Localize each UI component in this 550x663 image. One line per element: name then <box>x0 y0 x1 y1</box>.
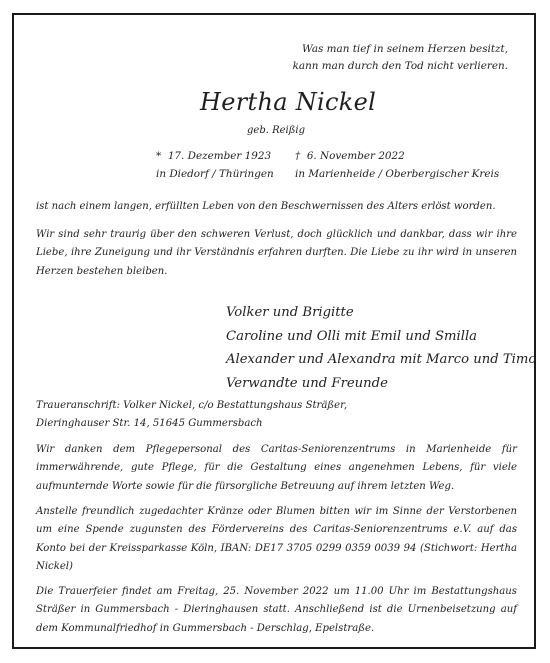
mourner-line: Volker und Brigitte <box>226 305 354 320</box>
death-info <box>295 147 499 183</box>
death-symbol: † <box>295 150 301 162</box>
mourner-line: Verwandte und Freunde <box>226 375 388 391</box>
motto-line-1: Was man tief in seinem Herzen besitzt, <box>302 43 508 55</box>
grief-text: Wir sind sehr traurig über den schweren Verlust, doch glücklich und dankbar, dass wir ihre Liebe, ihre Zuneigung und ihr Verständnis erfahren durften. Die Liebe zu ihr wird in unseren Herzen bestehen bleiben. <box>36 229 517 277</box>
obituary-notice <box>12 13 536 649</box>
birth-date: 17. Dezember 1923 <box>167 150 272 162</box>
birth-place: in Diedorf / Thüringen <box>156 168 274 180</box>
funeral-text: Die Trauerfeier findet am Freitag, 25. November 2022 um 11.00 Uhr im Bestattungshaus Sträßer in Gummersbach - Dieringhausen statt. Anschließend ist die Urnenbeisetzung auf dem Kommunalfriedhof in Gummersbach - Derschlag, Epelstraße. <box>36 586 517 634</box>
address-line-1: Traueranschrift: Volker Nickel, c/o Bestattungshaus Sträßer, <box>36 400 348 411</box>
death-place: in Marienheide / Oberbergischer Kreis <box>295 168 500 180</box>
motto-quote <box>293 41 508 75</box>
mourner-line: Alexander und Alexandra mit Marco und Timo <box>226 352 537 368</box>
mourners-list <box>226 301 536 395</box>
intro-text: ist nach einem langen, erfüllten Leben von den Beschwernissen des Alters erlöst worden. <box>36 201 496 212</box>
address-line-2: Dieringhauser Str. 14, 51645 Gummersbach <box>36 418 263 430</box>
donation-text: Anstelle freundlich zugedachter Kränze oder Blumen bitten wir im Sinne der Verstorbenen um eine Spende zugunsten des Fördervereins des Caritas-Seniorenzentrums e.V. auf das Konto bei der Kreissparkasse Köln, IBAN: DE17 3705 0299 0359 0039 94 (Stichwort: Hertha Nickel) <box>36 506 517 573</box>
motto-line-2: kann man durch den Tod nicht verlieren. <box>292 60 508 72</box>
mourning-address <box>36 397 517 434</box>
death-date: 6. November 2022 <box>306 150 405 162</box>
mourner-line: Caroline und Olli mit Emil und Smilla <box>226 328 478 344</box>
thanks-text: Wir danken dem Pflegepersonal des Caritas-Seniorenzentrums in Marienheide für immerwährende, gute Pflege, für die Gestaltung eines angenehmen Lebens, für viele aufmunternde Worte sowie für die fürsorgliche Betreuung auf ihrem letzten Weg. <box>36 444 517 492</box>
birth-name: geb. Reißig <box>247 125 306 136</box>
birth-info <box>156 147 274 183</box>
birth-symbol: * <box>156 150 162 162</box>
deceased-name: Hertha Nickel <box>200 88 377 116</box>
